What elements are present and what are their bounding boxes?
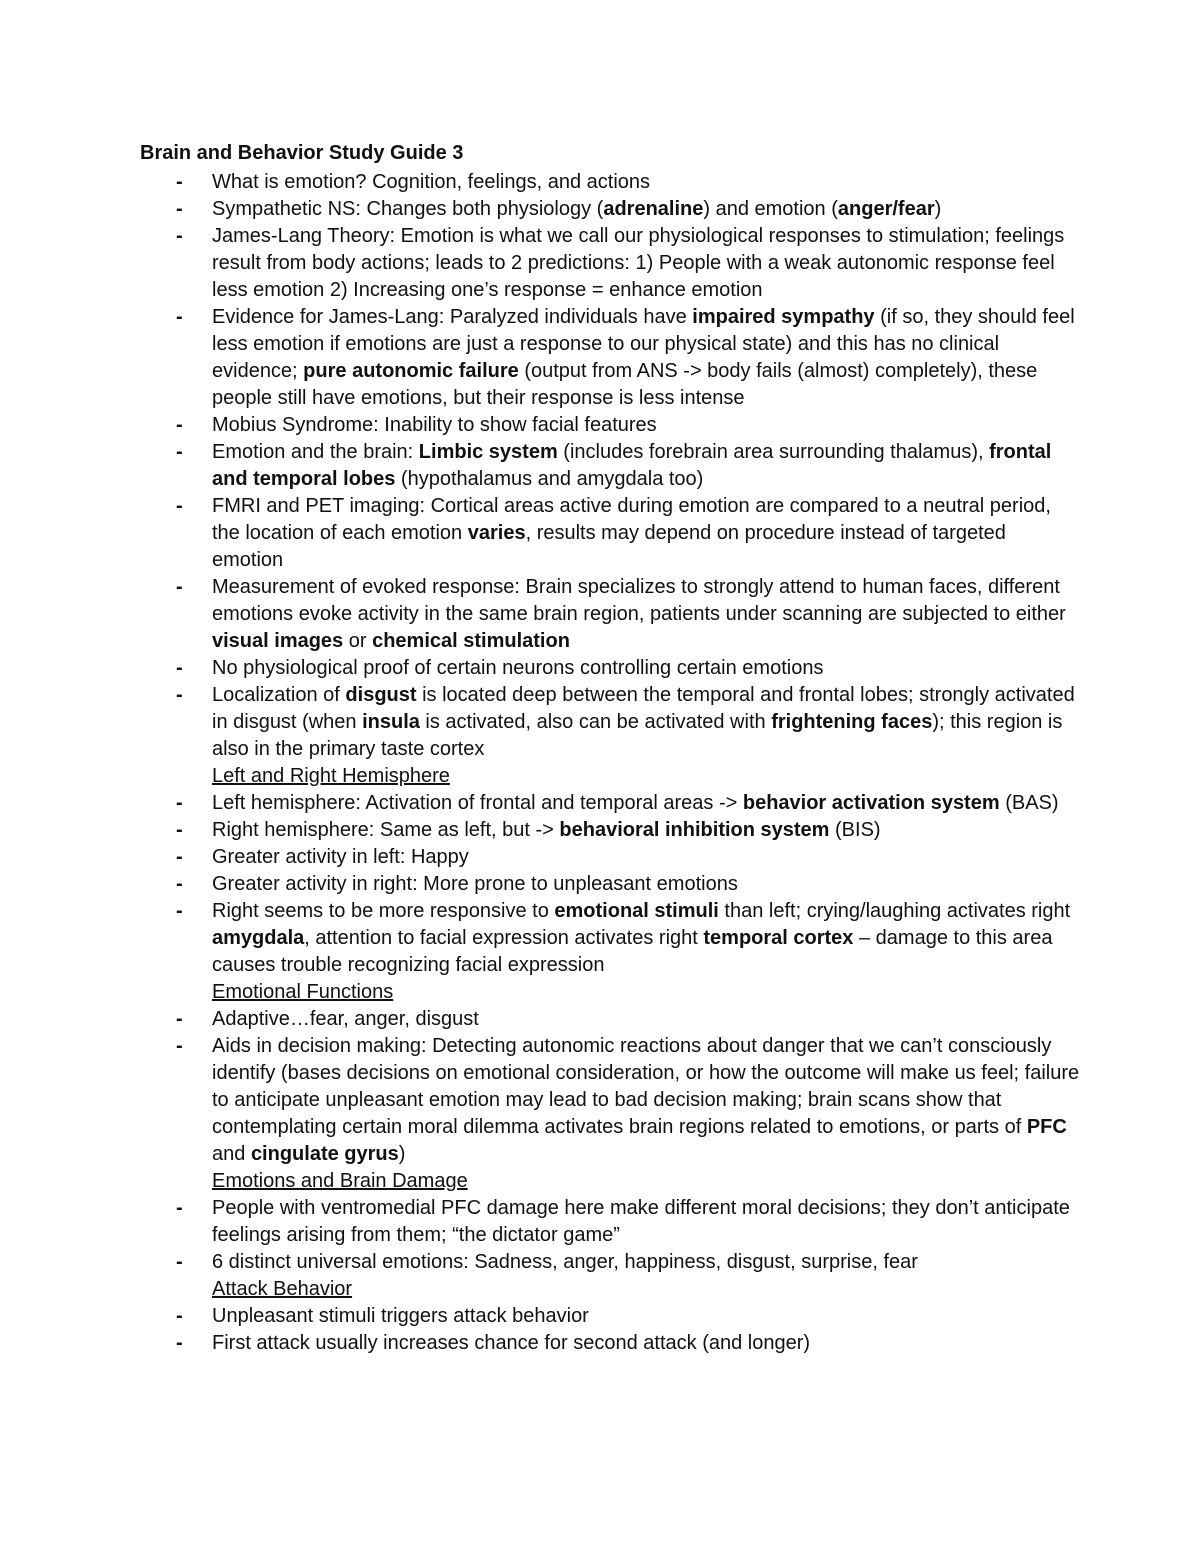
list-item: - Greater activity in right: More prone to unpleasant emotions xyxy=(140,871,1080,898)
list-item: - Measurement of evoked response: Brain specializes to strongly attend to human faces, different emotions evoke activity in the same brain region, patients under scanning are subjected to either visual images or chemical stimulation xyxy=(176,576,1066,652)
bullet-marker: - xyxy=(176,495,183,517)
list-item: - Adaptive…fear, anger, disgust xyxy=(140,1006,1080,1033)
section-heading-emotions-brain-damage: Emotions and Brain Damage xyxy=(212,1170,468,1192)
section-heading-left-right-hemisphere: Left and Right Hemisphere xyxy=(212,765,450,787)
list-item: - Greater activity in left: Happy xyxy=(140,844,1080,871)
list-item: - First attack usually increases chance for second attack (and longer) xyxy=(140,1330,1080,1357)
list-item: - FMRI and PET imaging: Cortical areas active during emotion are compared to a neutral period, the location of each emotion varies, results may depend on procedure instead of targeted emotion xyxy=(176,495,1051,571)
list-item: - People with ventromedial PFC damage here make different moral decisions; they don’t anticipate feelings arising from them; “the dictator game” xyxy=(176,1197,1070,1246)
document-page xyxy=(140,140,1080,1357)
list-item: - Left hemisphere: Activation of frontal and temporal areas -> behavior activation system (BAS) xyxy=(140,790,1080,817)
list-item: - Emotion and the brain: Limbic system (includes forebrain area surrounding thalamus), frontal and temporal lobes (hypothalamus and amygdala too) xyxy=(176,441,1052,490)
bullet-marker: - xyxy=(176,414,183,436)
section-heading-emotional-functions: Emotional Functions xyxy=(212,981,394,1003)
bullet-marker: - xyxy=(176,1332,183,1354)
section-heading-attack-behavior: Attack Behavior xyxy=(212,1278,353,1300)
bullet-marker: - xyxy=(176,1305,183,1327)
list-item: - Sympathetic NS: Changes both physiology (adrenaline) and emotion (anger/fear) xyxy=(140,196,1080,223)
list-item: - What is emotion? Cognition, feelings, and actions xyxy=(140,169,1080,196)
list-item: - Evidence for James-Lang: Paralyzed individuals have impaired sympathy (if so, they should feel less emotion if emotions are just a response to our physical state) and this has no clinical evidence; pure autonomic failure (output from ANS -> body fails (almost) completely), these people still have emotions, but their response is less intense xyxy=(176,306,1075,409)
bullet-marker: - xyxy=(176,306,183,328)
list-item: - Localization of disgust is located deep between the temporal and frontal lobes; strongly activated in disgust (when insula is activated, also can be activated with frightening faces); this region is also in the primary taste cortex xyxy=(176,684,1075,760)
bullet-marker: - xyxy=(176,792,183,814)
bullet-marker: - xyxy=(176,846,183,868)
bullet-list xyxy=(140,169,1080,1357)
bullet-marker: - xyxy=(176,873,183,895)
bullet-marker: - xyxy=(176,1197,183,1219)
bullet-marker: - xyxy=(176,684,183,706)
list-item: - Mobius Syndrome: Inability to show facial features xyxy=(140,412,1080,439)
bullet-marker: - xyxy=(176,576,183,598)
bullet-marker: - xyxy=(176,819,183,841)
bullet-marker: - xyxy=(176,1251,183,1273)
bullet-marker: - xyxy=(176,657,183,679)
list-item: - Aids in decision making: Detecting autonomic reactions about danger that we can’t consciously identify (bases decisions on emotional consideration, or how the outcome will make us feel; failure to anticipate unpleasant emotion may lead to bad decision making; brain scans show that contemplating certain moral dilemma activates brain regions related to emotions, or parts of PFC and cingulate gyrus) xyxy=(176,1035,1080,1165)
bullet-marker: - xyxy=(176,441,183,463)
list-item: - Right hemisphere: Same as left, but -> behavioral inhibition system (BIS) xyxy=(140,817,1080,844)
list-item: - Unpleasant stimuli triggers attack behavior xyxy=(140,1303,1080,1330)
bullet-marker: - xyxy=(176,225,183,247)
bullet-marker: - xyxy=(176,171,183,193)
bullet-marker: - xyxy=(176,198,183,220)
list-item: - No physiological proof of certain neurons controlling certain emotions xyxy=(140,655,1080,682)
list-item: - Right seems to be more responsive to emotional stimuli than left; crying/laughing activates right amygdala, attention to facial expression activates right temporal cortex – damage to this area causes trouble recognizing facial expression xyxy=(176,900,1071,976)
list-item: - James-Lang Theory: Emotion is what we call our physiological responses to stimulation; feelings result from body actions; leads to 2 predictions: 1) People with a weak autonomic response feel less emotion 2) Increasing one’s response = enhance emotion xyxy=(176,225,1065,301)
list-item: - 6 distinct universal emotions: Sadness, anger, happiness, disgust, surprise, fear xyxy=(140,1249,1080,1276)
bullet-marker: - xyxy=(176,900,183,922)
bullet-marker: - xyxy=(176,1008,183,1030)
bullet-marker: - xyxy=(176,1035,183,1057)
document-title: Brain and Behavior Study Guide 3 xyxy=(140,142,464,164)
